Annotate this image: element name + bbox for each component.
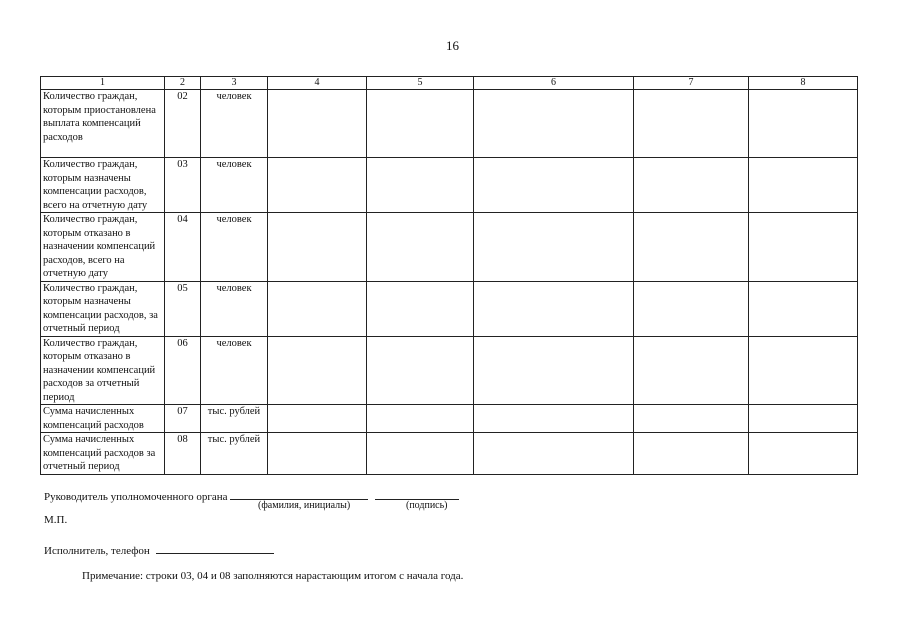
data-cell	[749, 336, 858, 405]
table-header-row	[41, 77, 858, 90]
row-unit-cell: человек	[201, 90, 268, 158]
column-header-5: 5	[367, 77, 474, 90]
data-cell	[474, 405, 634, 433]
data-cell	[268, 213, 367, 282]
row-code-cell: 02	[165, 90, 201, 158]
executor-line	[44, 542, 274, 557]
row-name-cell: Количество граждан, которым отказано в назначении компенсаций расходов за отчетный период	[41, 336, 165, 405]
page-number: 16	[446, 38, 459, 53]
data-cell	[474, 158, 634, 213]
column-header-3: 3	[201, 77, 268, 90]
footnote: Примечание: строки 03, 04 и 08 заполняются нарастающим итогом с начала года.	[82, 570, 464, 582]
data-cell	[634, 158, 749, 213]
data-cell	[634, 281, 749, 336]
data-cell	[749, 433, 858, 475]
report-table	[40, 76, 858, 475]
data-cell	[474, 433, 634, 475]
data-cell	[474, 90, 634, 158]
table-row	[41, 213, 858, 282]
head-label: Руководитель уполномоченного органа	[44, 491, 228, 503]
column-header-2: 2	[165, 77, 201, 90]
row-name-cell: Количество граждан, которым приостановлена выплата компенсаций расходов	[41, 90, 165, 158]
data-cell	[474, 281, 634, 336]
data-cell	[634, 90, 749, 158]
row-name-cell: Количество граждан, которым отказано в назначении компенсаций расходов, всего на отчетную дату	[41, 213, 165, 282]
data-cell	[367, 158, 474, 213]
data-cell	[367, 213, 474, 282]
row-name-cell: Сумма начисленных компенсаций расходов за отчетный период	[41, 433, 165, 475]
data-cell	[268, 433, 367, 475]
data-cell	[749, 90, 858, 158]
data-cell	[268, 405, 367, 433]
signature-caption: (подпись)	[406, 500, 448, 511]
column-header-7: 7	[634, 77, 749, 90]
data-cell	[268, 158, 367, 213]
row-unit-cell: человек	[201, 281, 268, 336]
data-cell	[634, 336, 749, 405]
table-row	[41, 433, 858, 475]
row-unit-cell: тыс. рублей	[201, 405, 268, 433]
data-cell	[749, 281, 858, 336]
column-header-6: 6	[474, 77, 634, 90]
row-unit-cell: тыс. рублей	[201, 433, 268, 475]
data-cell	[749, 158, 858, 213]
data-cell	[268, 336, 367, 405]
row-code-cell: 04	[165, 213, 201, 282]
data-cell	[634, 213, 749, 282]
data-cell	[367, 336, 474, 405]
data-cell	[749, 213, 858, 282]
row-code-cell: 07	[165, 405, 201, 433]
column-header-1: 1	[41, 77, 165, 90]
table-row	[41, 90, 858, 158]
seal-label: М.П.	[44, 514, 68, 526]
row-code-cell: 03	[165, 158, 201, 213]
row-name-cell: Сумма начисленных компенсаций расходов	[41, 405, 165, 433]
table-row	[41, 158, 858, 213]
data-cell	[474, 213, 634, 282]
executor-fill-line	[156, 542, 274, 554]
column-header-8: 8	[749, 77, 858, 90]
head-signature-line	[44, 488, 459, 503]
executor-label: Исполнитель, телефон	[44, 545, 150, 557]
row-unit-cell: человек	[201, 336, 268, 405]
data-cell	[367, 405, 474, 433]
table-row	[41, 281, 858, 336]
data-cell	[634, 405, 749, 433]
row-code-cell: 05	[165, 281, 201, 336]
row-unit-cell: человек	[201, 158, 268, 213]
row-unit-cell: человек	[201, 213, 268, 282]
name-caption: (фамилия, инициалы)	[258, 500, 351, 511]
data-cell	[367, 433, 474, 475]
row-code-cell: 08	[165, 433, 201, 475]
data-cell	[749, 405, 858, 433]
name-fill-line	[230, 488, 368, 500]
data-cell	[474, 336, 634, 405]
row-name-cell: Количество граждан, которым назначены компенсации расходов, за отчетный период	[41, 281, 165, 336]
column-header-4: 4	[268, 77, 367, 90]
data-cell	[367, 90, 474, 158]
data-cell	[634, 433, 749, 475]
signature-fill-line	[375, 488, 459, 500]
data-cell	[268, 90, 367, 158]
row-code-cell: 06	[165, 336, 201, 405]
table-row	[41, 405, 858, 433]
table-row	[41, 336, 858, 405]
row-name-cell: Количество граждан, которым назначены компенсации расходов, всего на отчетную дату	[41, 158, 165, 213]
data-cell	[367, 281, 474, 336]
data-cell	[268, 281, 367, 336]
